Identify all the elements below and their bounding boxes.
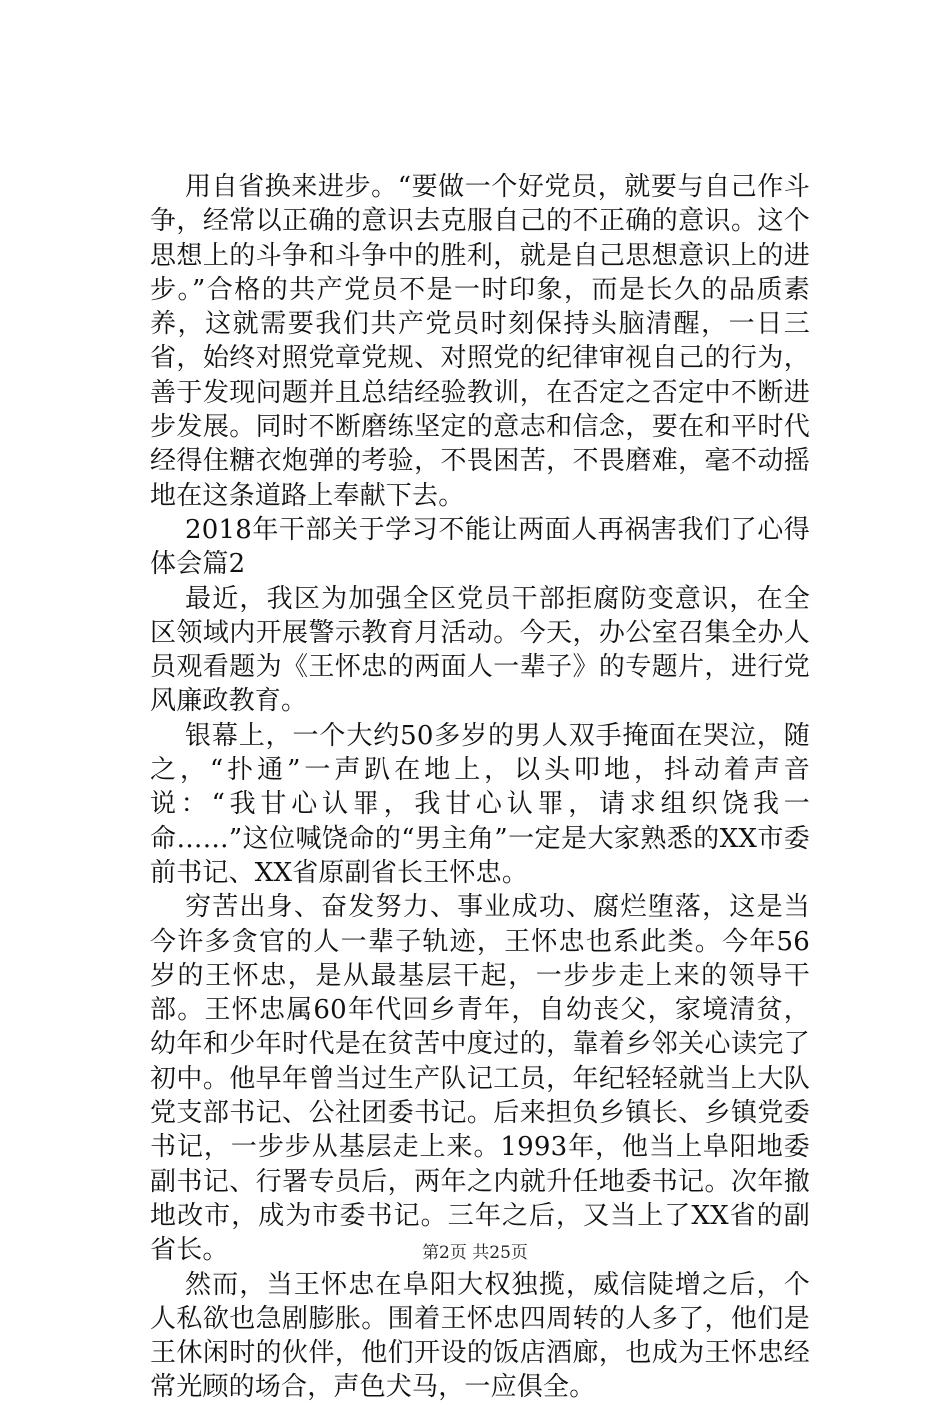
article-title: 2018年干部关于学习不能让两面人再祸害我们了心得体会篇2	[150, 514, 810, 580]
body-text	[150, 170, 810, 1405]
paragraph-biography: 穷苦出身、奋发努力、事业成功、腐烂堕落，这是当今许多贪官的人一辈子轨迹，王怀忠也系此类。今年56岁的王怀忠，是从最基层干起，一步步走上来的领导干部。王怀忠属60年代回乡青年，自幼丧父，家境清贫，幼年和少年时代是在贫苦中度过的，靠着乡邻关心读完了初中。他早年曾当过生产队记工员，年纪轻轻就当上大队党支部书记、公社团委书记。后来担负乡镇长、乡镇党委书记，一步步从基层走上来。1993年，他当上阜阳地委副书记、行署专员后，两年之内就升任地委书记。次年撤地改市，成为市委书记。三年之后，又当上了XX省的副省长。	[150, 892, 810, 1266]
paragraph-screen: 银幕上，一个大约50多岁的男人双手掩面在哭泣，随之，“扑通”一声趴在地上，以头叩地，抖动着声音说：“我甘心认罪，我甘心认罪，请求组织饶我一命……”这位喊饶命的“男主角”一定是大家熟悉的XX市委前书记、XX省原副省长王怀忠。	[150, 720, 810, 888]
page-number-footer: 第2页 共25页	[422, 1243, 528, 1263]
paragraph-self-reflection: 用自省换来进步。“要做一个好党员，就要与自己作斗争，经常以正确的意识去克服自己的不正确的意识。这个思想上的斗争和斗争中的胜利，就是自己思想意识上的进步。”合格的共产党员不是一时印象，而是长久的品质素养，这就需要我们共产党员时刻保持头脑清醒，一日三省，始终对照党章党规、对照党的纪律审视自己的行为，善于发现问题并且总结经验教训，在否定之否定中不断进步发展。同时不断磨练坚定的意志和信念，要在和平时代经得住糖衣炮弹的考验，不畏困苦，不畏磨难，毫不动摇地在这条道路上奉献下去。	[150, 172, 810, 511]
paragraph-corruption: 然而，当王怀忠在阜阳大权独揽，威信陡增之后，个人私欲也急剧膨胀。围着王怀忠四周转的人多了，他们是王休闲时的伙伴，他们开设的饭店酒廊，也成为王怀忠经常光顾的场合，声色犬马，一应俱全。	[150, 1269, 810, 1403]
paragraph-intro: 最近，我区为加强全区党员干部拒腐防变意识，在全区领域内开展警示教育月活动。今天，办公室召集全办人员观看题为《王怀忠的两面人一辈子》的专题片，进行党风廉政教育。	[150, 583, 810, 717]
